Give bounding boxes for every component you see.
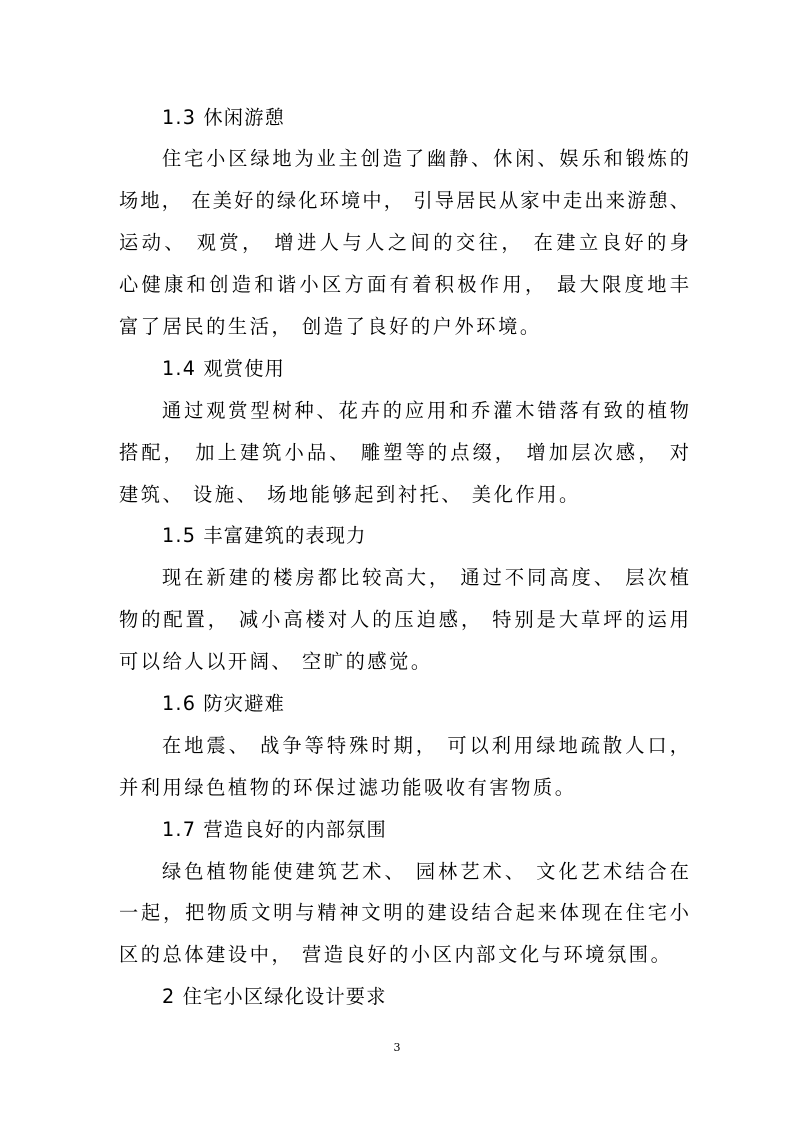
paragraph-line: 在地震、 战争等特殊时期， 可以利用绿地疏散人口， — [162, 734, 689, 757]
paragraph-line: 富了居民的生活， 创造了良好的户外环境。 — [119, 315, 542, 338]
section-heading: 1.4 观赏使用 — [162, 357, 285, 380]
section-heading: 2 住宅小区绿化设计要求 — [162, 985, 387, 1008]
paragraph-line: 并利用绿色植物的环保过滤功能吸收有害物质。 — [119, 776, 577, 799]
paragraph-line: 住宅小区绿地为业主创造了幽静、休闲、娱乐和锻炼的 — [162, 147, 689, 170]
section-heading: 1.5 丰富建筑的表现力 — [162, 524, 367, 547]
paragraph-line: 场地， 在美好的绿化环境中， 引导居民从家中走出来游憩、 — [119, 189, 689, 212]
paragraph-line: 搭配， 加上建筑小品、 雕塑等的点缀， 增加层次感， 对 — [119, 441, 689, 464]
section-heading: 1.7 营造良好的内部氛围 — [162, 818, 387, 841]
paragraph-line: 通过观赏型树种、花卉的应用和乔灌木错落有致的植物 — [162, 399, 689, 422]
paragraph-line: 区的总体建设中， 营造良好的小区内部文化与环境氛围。 — [119, 943, 673, 966]
section-heading: 1.3 休闲游憩 — [162, 106, 285, 129]
paragraph-line: 一起，把物质文明与精神文明的建设结合起来体现在住宅小 — [119, 901, 689, 924]
paragraph-line: 建筑、 设施、 场地能够起到衬托、 美化作用。 — [119, 483, 581, 506]
section-heading: 1.6 防灾避难 — [162, 692, 285, 715]
paragraph-line: 绿色植物能使建筑艺术、 园林艺术、 文化艺术结合在 — [162, 860, 689, 883]
paragraph-line: 物的配置， 减小高楼对人的压迫感， 特别是大草坪的运用 — [119, 608, 689, 631]
paragraph-line: 运动、 观赏， 增进人与人之间的交往， 在建立良好的身 — [119, 231, 689, 254]
paragraph-line: 心健康和创造和谐小区方面有着积极作用， 最大限度地丰 — [119, 273, 689, 296]
paragraph-line: 现在新建的楼房都比较高大， 通过不同高度、 层次植 — [162, 566, 689, 589]
paragraph-line: 可以给人以开阔、 空旷的感觉。 — [119, 650, 433, 673]
page-number: 3 — [393, 1041, 401, 1054]
